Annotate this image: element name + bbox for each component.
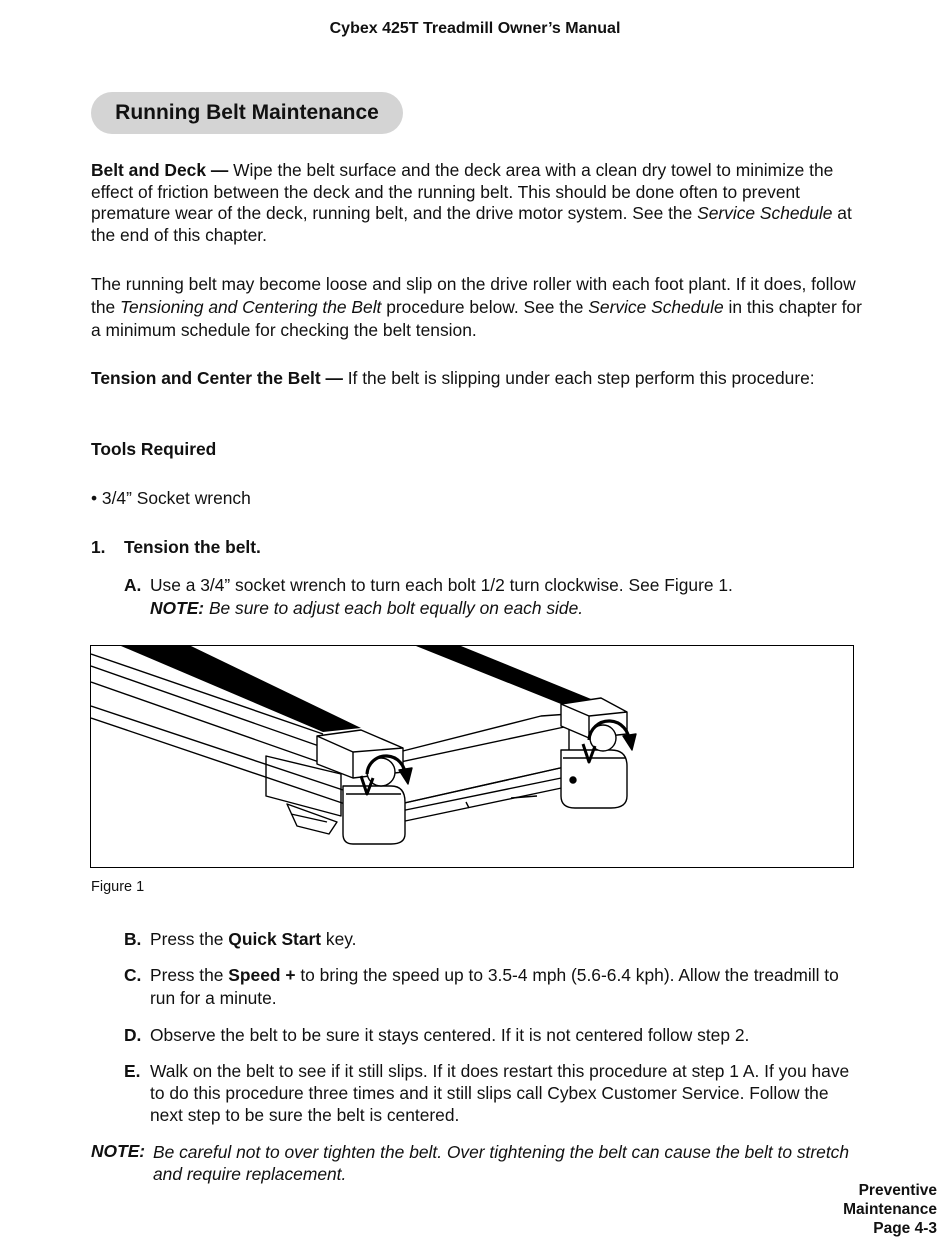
step-1e-letter: E. — [124, 1061, 141, 1081]
section-title: Running Belt Maintenance — [91, 92, 403, 134]
loose-belt-text-end: in this chapter for a minimum schedule for checking the belt tension. — [91, 297, 862, 340]
step-1b-letter: B. — [124, 929, 142, 949]
step-1d-text: Observe the belt to be sure it stays centered. If it is not centered follow step 2. — [150, 1025, 750, 1045]
quick-start-key: Quick Start — [228, 929, 322, 949]
page-header: Cybex 425T Treadmill Owner’s Manual — [329, 20, 621, 37]
step-1d-letter: D. — [124, 1025, 142, 1045]
page-footer — [843, 1181, 937, 1238]
step-1-number: 1. — [91, 537, 106, 557]
step-1b-post: key. — [321, 929, 357, 949]
loose-belt-text-mid: procedure below. See the — [381, 297, 589, 317]
step-1c-letter: C. — [124, 965, 142, 985]
step-1a-letter: A. — [124, 575, 142, 595]
belt-deck-text: Wipe the belt surface and the deck area with a clean dry towel to minimize the effect of friction between the deck and the running belt. This should be done often to prevent premature wear of the deck, running belt, and the drive motor system. See the — [91, 160, 834, 223]
step-1c-post: to bring the speed up to 3.5-4 mph (5.6-6.4 kph). Allow the treadmill to run for a minute. — [150, 965, 839, 1008]
loose-belt-paragraph — [91, 273, 866, 342]
belt-deck-paragraph — [91, 160, 866, 246]
step-1a-note-text: Be sure to adjust each bolt equally on each side. — [204, 598, 584, 618]
tension-center-paragraph — [91, 368, 866, 390]
step-1-title: Tension the belt. — [124, 537, 261, 557]
figure-1 — [90, 645, 854, 868]
step-1b-text — [150, 928, 860, 950]
page-number: Page 4-3 — [873, 1220, 937, 1237]
belt-deck-text-end: at the end of this chapter. — [91, 203, 852, 245]
service-schedule-ref-2: Service Schedule — [588, 297, 724, 317]
figure-caption: Figure 1 — [91, 879, 145, 895]
note-label: NOTE: — [91, 1141, 146, 1161]
footer-subsection: Maintenance — [843, 1201, 937, 1218]
tools-heading: Tools Required — [91, 439, 217, 459]
step-1e-text: Walk on the belt to see if it still slips. If it does restart this procedure at step 1 A. If you have to do this procedure three times and it still slips call Cybex Customer Service. Follow the next step to be sure the belt is centered. — [150, 1061, 850, 1125]
footer-section: Preventive — [858, 1182, 937, 1199]
step-1c-pre: Press the — [150, 965, 229, 985]
tensioning-ref: Tensioning and Centering the Belt — [120, 297, 382, 317]
step-1c-text — [150, 964, 860, 1010]
note-text: Be careful not to over tighten the belt. Over tightening the belt can cause the belt to stretch and require replacement. — [153, 1142, 850, 1184]
belt-deck-label: Belt and Deck — — [91, 160, 229, 180]
step-1a-instruction: Use a 3/4” socket wrench to turn each bolt 1/2 turn clockwise. See Figure 1. — [150, 575, 733, 595]
treadmill-illustration — [91, 646, 854, 868]
step-1a-note-label: NOTE: — [150, 598, 205, 618]
step-1a-text — [150, 574, 860, 620]
speed-plus-key: Speed + — [228, 965, 296, 985]
service-schedule-ref: Service Schedule — [697, 203, 833, 223]
tension-center-text: If the belt is slipping under each step perform this procedure: — [342, 368, 815, 388]
tension-center-label: Tension and Center the Belt — — [91, 368, 343, 388]
step-1b-pre: Press the — [150, 929, 229, 949]
loose-belt-text: The running belt may become loose and slip on the drive roller with each foot plant. If it does, follow the — [91, 274, 856, 317]
tools-item: • 3/4” Socket wrench — [91, 488, 251, 508]
